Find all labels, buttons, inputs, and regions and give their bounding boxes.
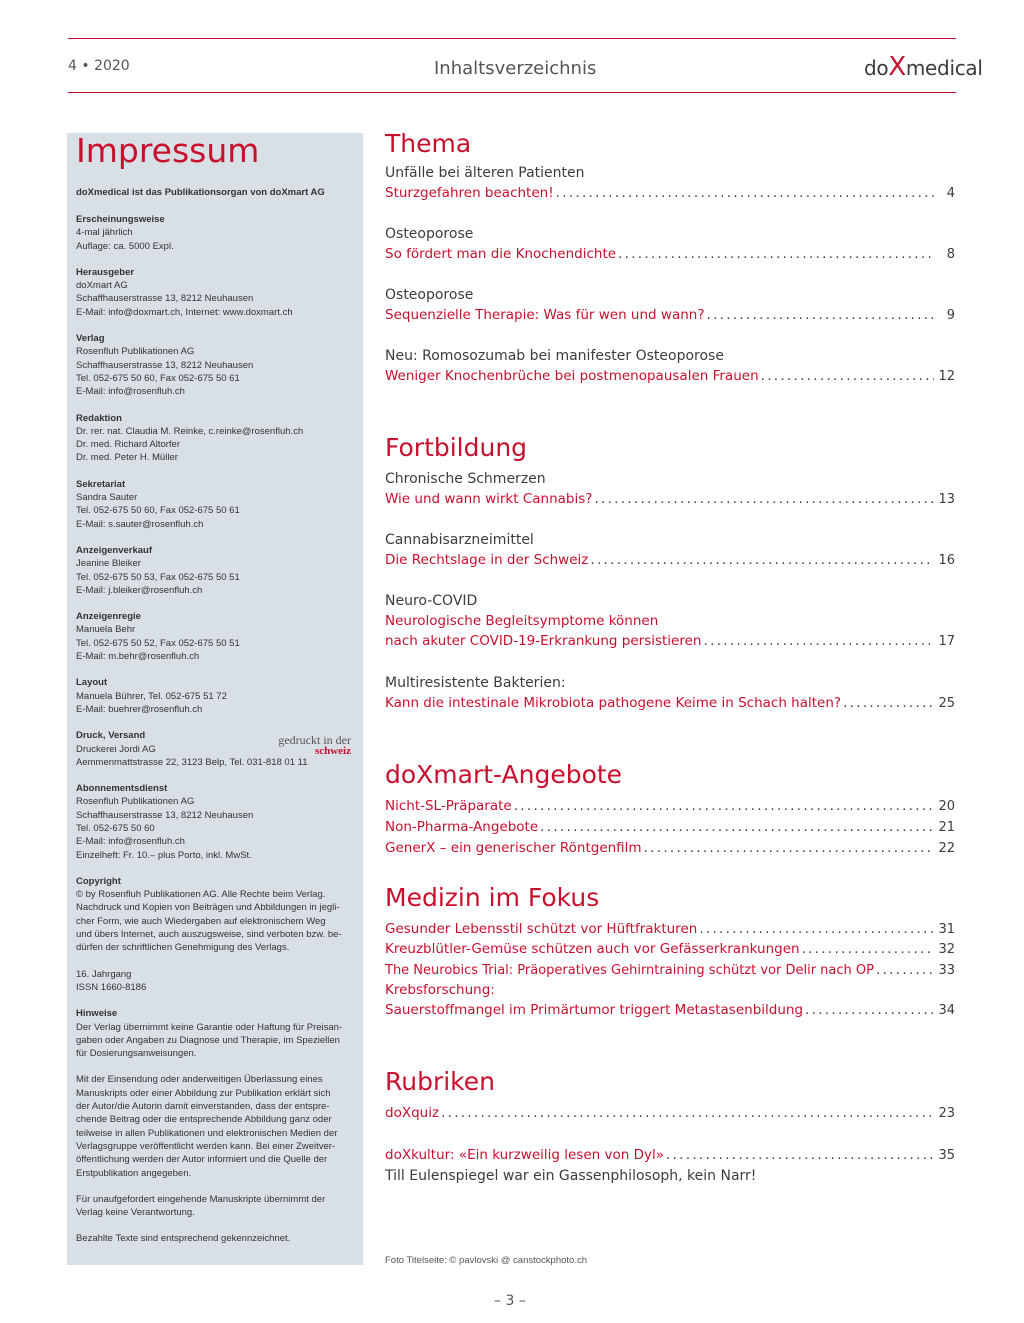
impressum-block-line: Tel. 052-675 50 60, Fax 052-675 50 61 <box>76 505 240 517</box>
impressum-block <box>76 332 356 398</box>
impressum-block-line: Tel. 052-675 50 52, Fax 052-675 50 51 <box>76 637 240 649</box>
toc-entry[interactable] <box>385 960 955 981</box>
impressum-block-heading: Druck, Versand <box>76 730 146 742</box>
entry-kicker: Unfälle bei älteren Patienten <box>385 165 585 181</box>
entry-page: 35 <box>938 1148 955 1163</box>
page-section-title: Inhaltsverzeichnis <box>434 58 597 79</box>
impressum-block-line: Für unaufgefordert eingehende Manuskripte übernimmt der <box>76 1193 326 1205</box>
impressum-block-line: Erstpublikation angegeben. <box>76 1167 192 1179</box>
impressum-block-line: Aemmenmattstrasse 22, 3123 Belp, Tel. 031-818 01 11 <box>76 756 308 768</box>
impressum-block-line: Druckerei Jordi AG <box>76 743 156 755</box>
toc-entry[interactable] <box>385 469 955 510</box>
section-doxmart-angebote: doXmart-Angebote <box>385 760 623 789</box>
impressum-block-line: Bezahlte Texte sind entsprechend gekennzeichnet. <box>76 1233 291 1245</box>
impressum-block-line: Der Verlag übernimmt keine Garantie oder Haftung für Preisan- <box>76 1021 343 1033</box>
impressum-block-line: Jeanine Bleiker <box>76 558 141 570</box>
logo-pre: do <box>864 56 889 80</box>
entry-title: Gesunder Lebensstil schützt vor Hüftfrakturen <box>385 921 698 937</box>
toc-entry[interactable] <box>385 285 955 326</box>
entry-title: Non-Pharma-Angebote <box>385 819 539 835</box>
entry-kicker: Multiresistente Bakterien: <box>385 675 566 691</box>
entry-kicker: Neuro-COVID <box>385 593 478 609</box>
section-rubriken: Rubriken <box>385 1067 495 1096</box>
entry-page: 9 <box>946 308 955 323</box>
impressum-block-line: gaben oder Angaben zu Diagnose und Therapie, im Speziellen <box>76 1034 340 1046</box>
entry-page: 13 <box>938 492 955 507</box>
impressum-box <box>67 133 363 1265</box>
entry-page: 34 <box>938 1003 955 1018</box>
entry-title: Kreuzblütler-Gemüse schützen auch vor Gefässerkrankungen <box>385 941 800 957</box>
entry-title <box>385 1103 439 1123</box>
impressum-block <box>76 544 356 597</box>
impressum-block-line: Schaffhauserstrasse 13, 8212 Neuhausen <box>76 359 254 371</box>
toc-entry[interactable] <box>385 163 955 204</box>
impressum-block-line: Dr. med. Peter H. Müller <box>76 452 178 464</box>
impressum-block-line: öffentlichung werden der Autor informiert und die Quelle der <box>76 1154 328 1166</box>
impressum-block <box>76 676 356 716</box>
impressum-block-heading: Abonnementsdienst <box>76 783 168 795</box>
toc-entry[interactable] <box>385 980 955 1021</box>
impressum-block <box>76 412 356 465</box>
entry-kicker: Chronische Schmerzen <box>385 471 546 487</box>
entry-title: So fördert man die Knochendichte <box>385 246 617 262</box>
impressum-block-heading: Anzeigenregie <box>76 611 141 623</box>
entry-page: 12 <box>938 369 955 384</box>
section-medizin-im-fokus: Medizin im Fokus <box>385 883 600 912</box>
title-pre: do <box>385 1147 402 1163</box>
toc-entry[interactable] <box>385 838 955 859</box>
toc-entry[interactable] <box>385 796 955 817</box>
issue-number: 4 • 2020 <box>68 58 130 74</box>
impressum-block-heading: Erscheinungsweise <box>76 214 165 225</box>
entry-title: Nicht-SL-Präparate <box>385 798 512 814</box>
entry-page: 20 <box>938 799 955 814</box>
impressum-block-heading: Redaktion <box>76 412 122 424</box>
entry-title <box>385 1145 664 1165</box>
entry-title-cont: nach akuter COVID-19-Erkrankung persistieren <box>385 633 702 649</box>
impressum-block-line: Rosenfluh Publikationen AG <box>76 796 195 808</box>
impressum-block-line: Dr. med. Richard Altorfer <box>76 439 181 451</box>
entry-title: Kann die intestinale Mikrobiota pathogene Keime in Schach halten? <box>385 695 842 711</box>
entry-page: 21 <box>938 820 955 835</box>
entry-page: 4 <box>946 186 955 201</box>
toc-entry[interactable] <box>385 1145 955 1186</box>
toc-entry[interactable] <box>385 673 955 714</box>
title-post: kultur: «Ein kurzweilig lesen von Dyl» <box>411 1147 664 1163</box>
toc-entry[interactable] <box>385 346 955 387</box>
impressum-block-line: für Dosierungsanweisungen. <box>76 1048 197 1060</box>
impressum-block-line: E-Mail: info@rosenfluh.ch <box>76 386 185 398</box>
entry-kicker: Osteoporose <box>385 226 474 242</box>
impressum-block-line: E-Mail: info@doxmart.ch, Internet: www.doxmart.ch <box>76 306 293 318</box>
impressum-block <box>76 478 356 531</box>
toc-entry[interactable] <box>385 530 955 571</box>
toc-entry[interactable] <box>385 224 955 265</box>
impressum-block-line: Manuskripts oder einer Abbildung zur Publikation erklärt sich <box>76 1087 331 1099</box>
impressum-block-line: teilweise in allen Publikationen und elektronischen Medien der <box>76 1127 338 1139</box>
header-bottom-rule <box>68 92 956 93</box>
logo-post: medical <box>905 56 983 80</box>
entry-title: Sequenzielle Therapie: Was für wen und wann? <box>385 307 705 323</box>
impressum-block-line: und übers Internet, auch auszugsweise, sind verboten bzw. be- <box>76 929 342 941</box>
entry-page: 16 <box>938 553 955 568</box>
entry-title: GenerX – ein generischer Röntgenfilm <box>385 840 642 856</box>
entry-page: 23 <box>938 1106 955 1121</box>
title-post: quiz <box>411 1105 440 1121</box>
impressum-block-line: Tel. 052-675 50 60 <box>76 822 155 834</box>
impressum-block-heading: Herausgeber <box>76 266 135 278</box>
impressum-block-line: Nachdruck und Kopien von Beiträgen und Abbildungen in jegli- <box>76 902 340 914</box>
impressum-block-line: chende Beitrag oder die entsprechende Abbildung ganz oder <box>76 1114 332 1126</box>
impressum-block-line: Sandra Sauter <box>76 492 138 504</box>
entry-title: Krebsforschung: <box>385 982 495 998</box>
entry-page: 17 <box>938 634 955 649</box>
title-x: X <box>401 1105 412 1121</box>
impressum-block-line: 4-mal jährlich <box>76 227 133 239</box>
entry-page: 33 <box>938 963 955 978</box>
impressum-block-heading: Sekretariat <box>76 478 126 490</box>
impressum-block <box>76 1232 356 1245</box>
logo-x: X <box>888 52 906 82</box>
toc-entry[interactable] <box>385 919 955 940</box>
doxmedical-logo <box>864 52 983 82</box>
entry-title: Neurologische Begleitsymptome können <box>385 613 659 629</box>
entry-title: Sturzgefahren beachten! <box>385 185 554 201</box>
impressum-block-line: Tel. 052-675 50 53, Fax 052-675 50 51 <box>76 571 240 583</box>
impressum-title: Impressum <box>76 131 260 170</box>
section-thema: Thema <box>385 129 472 158</box>
impressum-block-heading: Copyright <box>76 875 121 887</box>
entry-title: The Neurobics Trial: Präoperatives Gehirntraining schützt vor Delir nach OP <box>385 963 874 978</box>
impressum-block-line: © by Rosenfluh Publikationen AG. Alle Rechte beim Verlag. <box>76 889 326 901</box>
impressum-block-heading: Hinweise <box>76 1008 118 1020</box>
page-number: – 3 – <box>494 1293 526 1309</box>
impressum-block-line: Rosenfluh Publikationen AG <box>76 346 195 358</box>
header-top-rule <box>68 38 956 39</box>
impressum-block-line: Dr. rer. nat. Claudia M. Reinke, c.reinke@rosenfluh.ch <box>76 425 304 437</box>
toc-entry[interactable] <box>385 817 955 838</box>
impressum-block-line: E-Mail: s.sauter@rosenfluh.ch <box>76 518 204 530</box>
impressum-block-line: E-Mail: info@rosenfluh.ch <box>76 836 185 848</box>
impressum-block-line: Manuela Bührer, Tel. 052-675 51 72 <box>76 690 227 702</box>
impressum-block-heading: Layout <box>76 677 108 689</box>
impressum-tagline: doXmedical ist das Publikationsorgan von doXmart AG <box>76 187 325 198</box>
impressum-block-line: cher Form, wie auch Wiedergaben auf elektronischem Weg <box>76 915 326 927</box>
badge-line2: schweiz <box>314 745 351 757</box>
impressum-block-line: dürfen der schriftlichen Genehmigung des Verlags. <box>76 942 290 954</box>
toc-entry[interactable] <box>385 591 955 652</box>
photo-credit: Foto Titelseite: © pavlovski @ canstockphoto.ch <box>385 1255 587 1266</box>
impressum-block-line: E-Mail: j.bleiker@rosenfluh.ch <box>76 584 203 596</box>
impressum-block <box>76 968 356 995</box>
entry-page: 31 <box>938 922 955 937</box>
impressum-block-line: E-Mail: buehrer@rosenfluh.ch <box>76 703 203 715</box>
impressum-block-line: Mit der Einsendung oder anderweitigen Überlassung eines <box>76 1074 323 1086</box>
impressum-block-line: E-Mail: m.behr@rosenfluh.ch <box>76 651 200 663</box>
impressum-block <box>76 782 356 862</box>
entry-title: Weniger Knochenbrüche bei postmenopausalen Frauen <box>385 368 759 384</box>
title-x: X <box>401 1147 412 1163</box>
entry-kicker: Neu: Romosozumab bei manifester Osteoporose <box>385 348 724 364</box>
badge-line1: gedruckt in der <box>278 733 351 747</box>
title-pre: do <box>385 1105 402 1121</box>
impressum-block-line: Einzelheft: Fr. 10.– plus Porto, inkl. MwSt. <box>76 849 252 861</box>
impressum-block-heading: Anzeigenverkauf <box>76 544 153 556</box>
impressum-block-line: Verlagsgruppe veröffentlicht werden kann. Bei einer Zweitver- <box>76 1140 336 1152</box>
impressum-block-line: Schaffhauserstrasse 13, 8212 Neuhausen <box>76 293 254 305</box>
entry-page: 22 <box>938 841 955 856</box>
entry-title: Wie und wann wirkt Cannabis? <box>385 491 593 507</box>
impressum-block-line: der Autor/die Autorin damit einverstanden, dass der entspre- <box>76 1101 330 1113</box>
impressum-block <box>76 266 356 319</box>
impressum-block-line: doXmart AG <box>76 280 128 292</box>
impressum-block <box>76 610 356 663</box>
impressum-block <box>76 1073 356 1179</box>
impressum-block-line: Tel. 052-675 50 60, Fax 052-675 50 61 <box>76 372 240 384</box>
impressum-block-line: Auflage: ca. 5000 Expl. <box>76 240 174 252</box>
section-fortbildung: Fortbildung <box>385 433 528 462</box>
entry-page: 25 <box>938 696 955 711</box>
impressum-block-heading: Verlag <box>76 333 105 345</box>
toc-entry[interactable] <box>385 939 955 960</box>
entry-title-cont: Sauerstoffmangel im Primärtumor triggert Metastasenbildung <box>385 1002 804 1018</box>
impressum-block <box>76 1193 356 1220</box>
entry-title: Die Rechtslage in der Schweiz <box>385 552 589 568</box>
entry-subtitle: Till Eulenspiegel war ein Gassenphilosoph, kein Narr! <box>385 1168 757 1184</box>
entry-kicker: Osteoporose <box>385 287 474 303</box>
impressum-block-line: Verlag keine Verantwortung. <box>76 1207 195 1219</box>
toc-entry[interactable] <box>385 1103 955 1124</box>
entry-page: 32 <box>938 942 955 957</box>
entry-page: 8 <box>946 247 955 262</box>
impressum-block <box>76 213 356 253</box>
impressum-block-line: 16. Jahrgang <box>76 968 132 980</box>
impressum-block-line: Schaffhauserstrasse 13, 8212 Neuhausen <box>76 809 254 821</box>
entry-kicker: Cannabisarzneimittel <box>385 532 534 548</box>
printed-in-switzerland-badge <box>263 735 351 757</box>
impressum-block <box>76 875 356 955</box>
impressum-block-line: Manuela Behr <box>76 624 136 636</box>
impressum-block-line: ISSN 1660-8186 <box>76 981 147 993</box>
impressum-block <box>76 1007 356 1060</box>
